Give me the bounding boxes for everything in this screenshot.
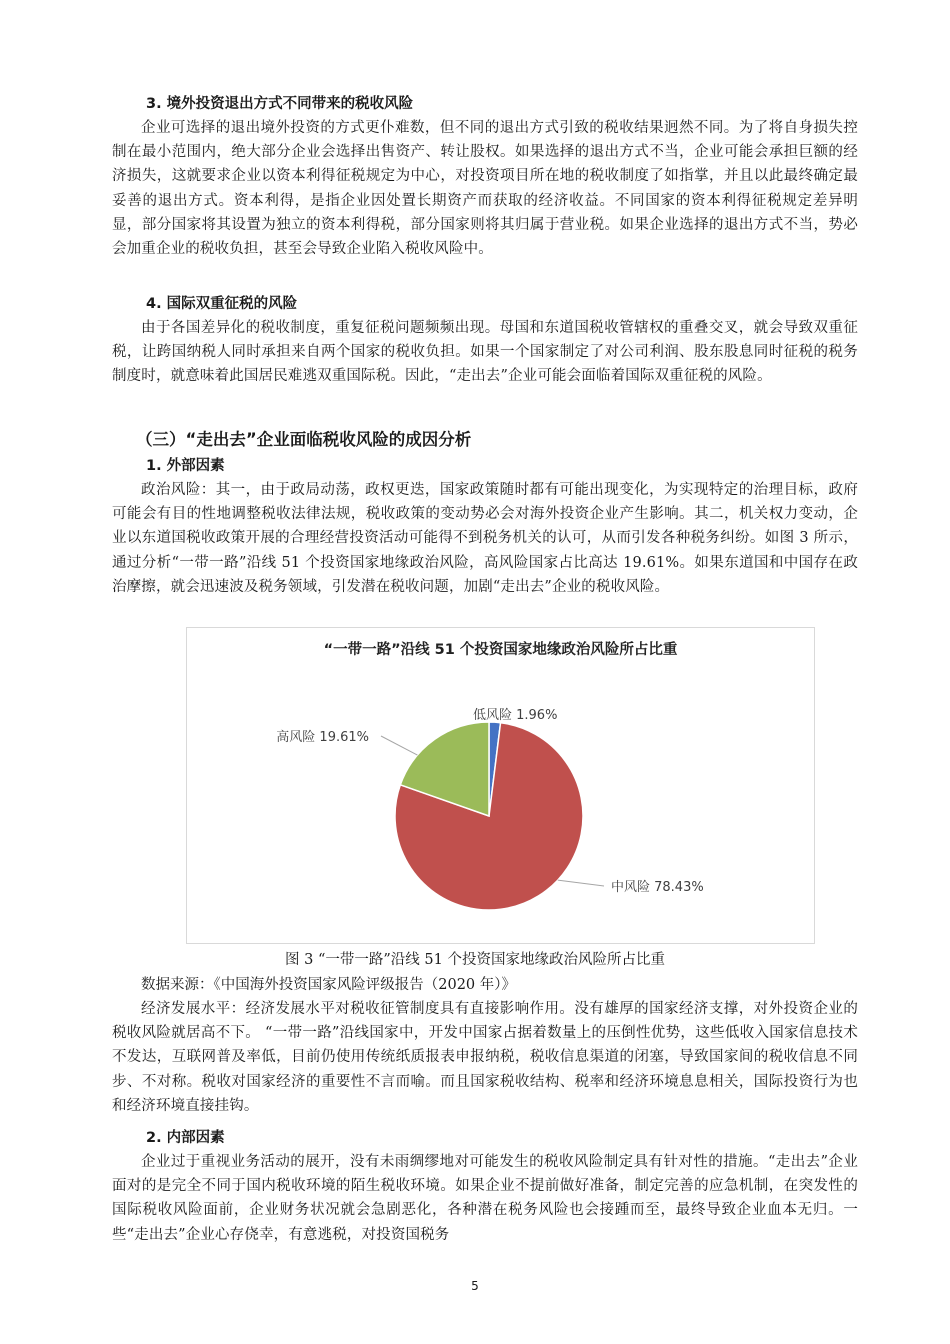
chart-title: “一带一路”沿线 51 个投资国家地缘政治风险所占比重 <box>323 642 678 658</box>
political-risk-paragraph: 政治风险：其一，由于政局动荡，政权更迭，国家政策随时都有可能出现变化，为实现特定的治理目标，政府可能会有目的性地调整税收法律法规，税收政策的变动势必会对海外投资企业产生影响。其二，机关权力变动，企业以东道国税收政策开展的合理经营投资活动可能得不到税务机关的认可，从而引发各种税务纠纷。如图 3 所示，通过分析“一带一路”沿线 51 个投资国家地缘政治风险，高风险国家占比高达 19.61%。如果东道国和中国存在政治摩擦，就会迅速波及税务领域，引发潜在税收问题，加剧“走出去”企业的税收风险。 <box>112 482 858 595</box>
section-3-heading: 3. 境外投资退出方式不同带来的税收风险 <box>146 96 414 112</box>
section-4-paragraph: 由于各国差异化的税收制度，重复征税问题频频出现。母国和东道国税收管辖权的重叠交叉，就会导致双重征税，让跨国纳税人同时承担来自两个国家的税收负担。如果一个国家制定了对公司利润、股东股息同时征税的税务制度时，就意味着此国居民难逃双重国际税。因此，“走出去”企业可能会面临着国际双重征税的风险。 <box>112 320 858 385</box>
economic-paragraph: 经济发展水平：经济发展水平对税收征管制度具有直接影响作用。没有雄厚的国家经济支撑，对外投资企业的税收风险就居高不下。 “一带一路”沿线国家中，开发中国家占据着数量上的压倒性优势，这些低收入国家信息技术不发达，互联网普及率低，目前仍使用传统纸质报表申报纳税，税收信息渠道的闭塞，导致国家间的税收信息不同步、不对称。税收对国家经济的重要性不言而喻。而且国家税收结构、税率和经济环境息息相关，国际投资行为也和经济环境直接挂钩。 <box>112 1001 858 1114</box>
section-main <box>112 426 858 454</box>
pie-chart-figure <box>186 627 815 944</box>
section-4-heading: 4. 国际双重征税的风险 <box>146 296 298 312</box>
section-4 <box>112 292 858 389</box>
pie-chart <box>187 628 814 943</box>
external-heading: 1. 外部因素 <box>146 458 225 474</box>
pie-leader-high-risk <box>381 736 417 755</box>
pie-leader-medium-risk <box>558 880 604 886</box>
internal-paragraph: 企业过于重视业务活动的展开，没有未雨绸缪地对可能发生的税收风险制定具有针对性的措施。“走出去”企业面对的是完全不同于国内税收环境的陌生税收环境。如果企业不提前做好准备，制定完善的应急机制，在突发性的国际税收风险面前，企业财务状况就会急剧恶化，各种潜在税务风险也会接踵而至，最终导致企业血本无归。一些“走出去”企业心存侥幸，有意逃税，对投资国税务 <box>112 1154 858 1243</box>
internal-factors <box>112 1126 858 1247</box>
economic-section <box>112 973 858 1118</box>
pie-label-medium-risk: 中风险 78.43% <box>611 880 704 895</box>
section-3-paragraph: 企业可选择的退出境外投资的方式更仆难数，但不同的退出方式引致的税收结果迥然不同。为了将自身损失控制在最小范围内，绝大部分企业会选择出售资产、转让股权。如果选择的退出方式不当，企业可能会承担巨额的经济损失，这就要求企业以资本利得征税规定为中心，对投资项目所在地的税收制度了如指掌，并且以此最终确定最妥善的退出方式。资本利得，是指企业因处置长期资产而获取的经济收益。不同国家的资本利得征税规定差异明显，部分国家将其设置为独立的资本利得税，部分国家则将其归属于营业税。如果企业选择的退出方式不当，势必会加重企业的税收负担，甚至会导致企业陷入税收风险中。 <box>112 120 858 258</box>
data-source: 数据来源：《中国海外投资国家风险评级报告（2020 年）》 <box>141 977 517 993</box>
pie-label-high-risk: 高风险 19.61% <box>276 730 369 745</box>
section-main-heading: （三）“走出去”企业面临税收风险的成因分析 <box>136 430 472 449</box>
internal-heading: 2. 内部因素 <box>146 1130 225 1146</box>
pie-label-low-risk: 低风险 1.96% <box>473 708 558 723</box>
external-factors <box>112 454 858 599</box>
section-3 <box>112 92 858 261</box>
figure-caption: 图 3 “一带一路”沿线 51 个投资国家地缘政治风险所占比重 <box>285 952 665 968</box>
page-number: 5 <box>471 1279 479 1293</box>
